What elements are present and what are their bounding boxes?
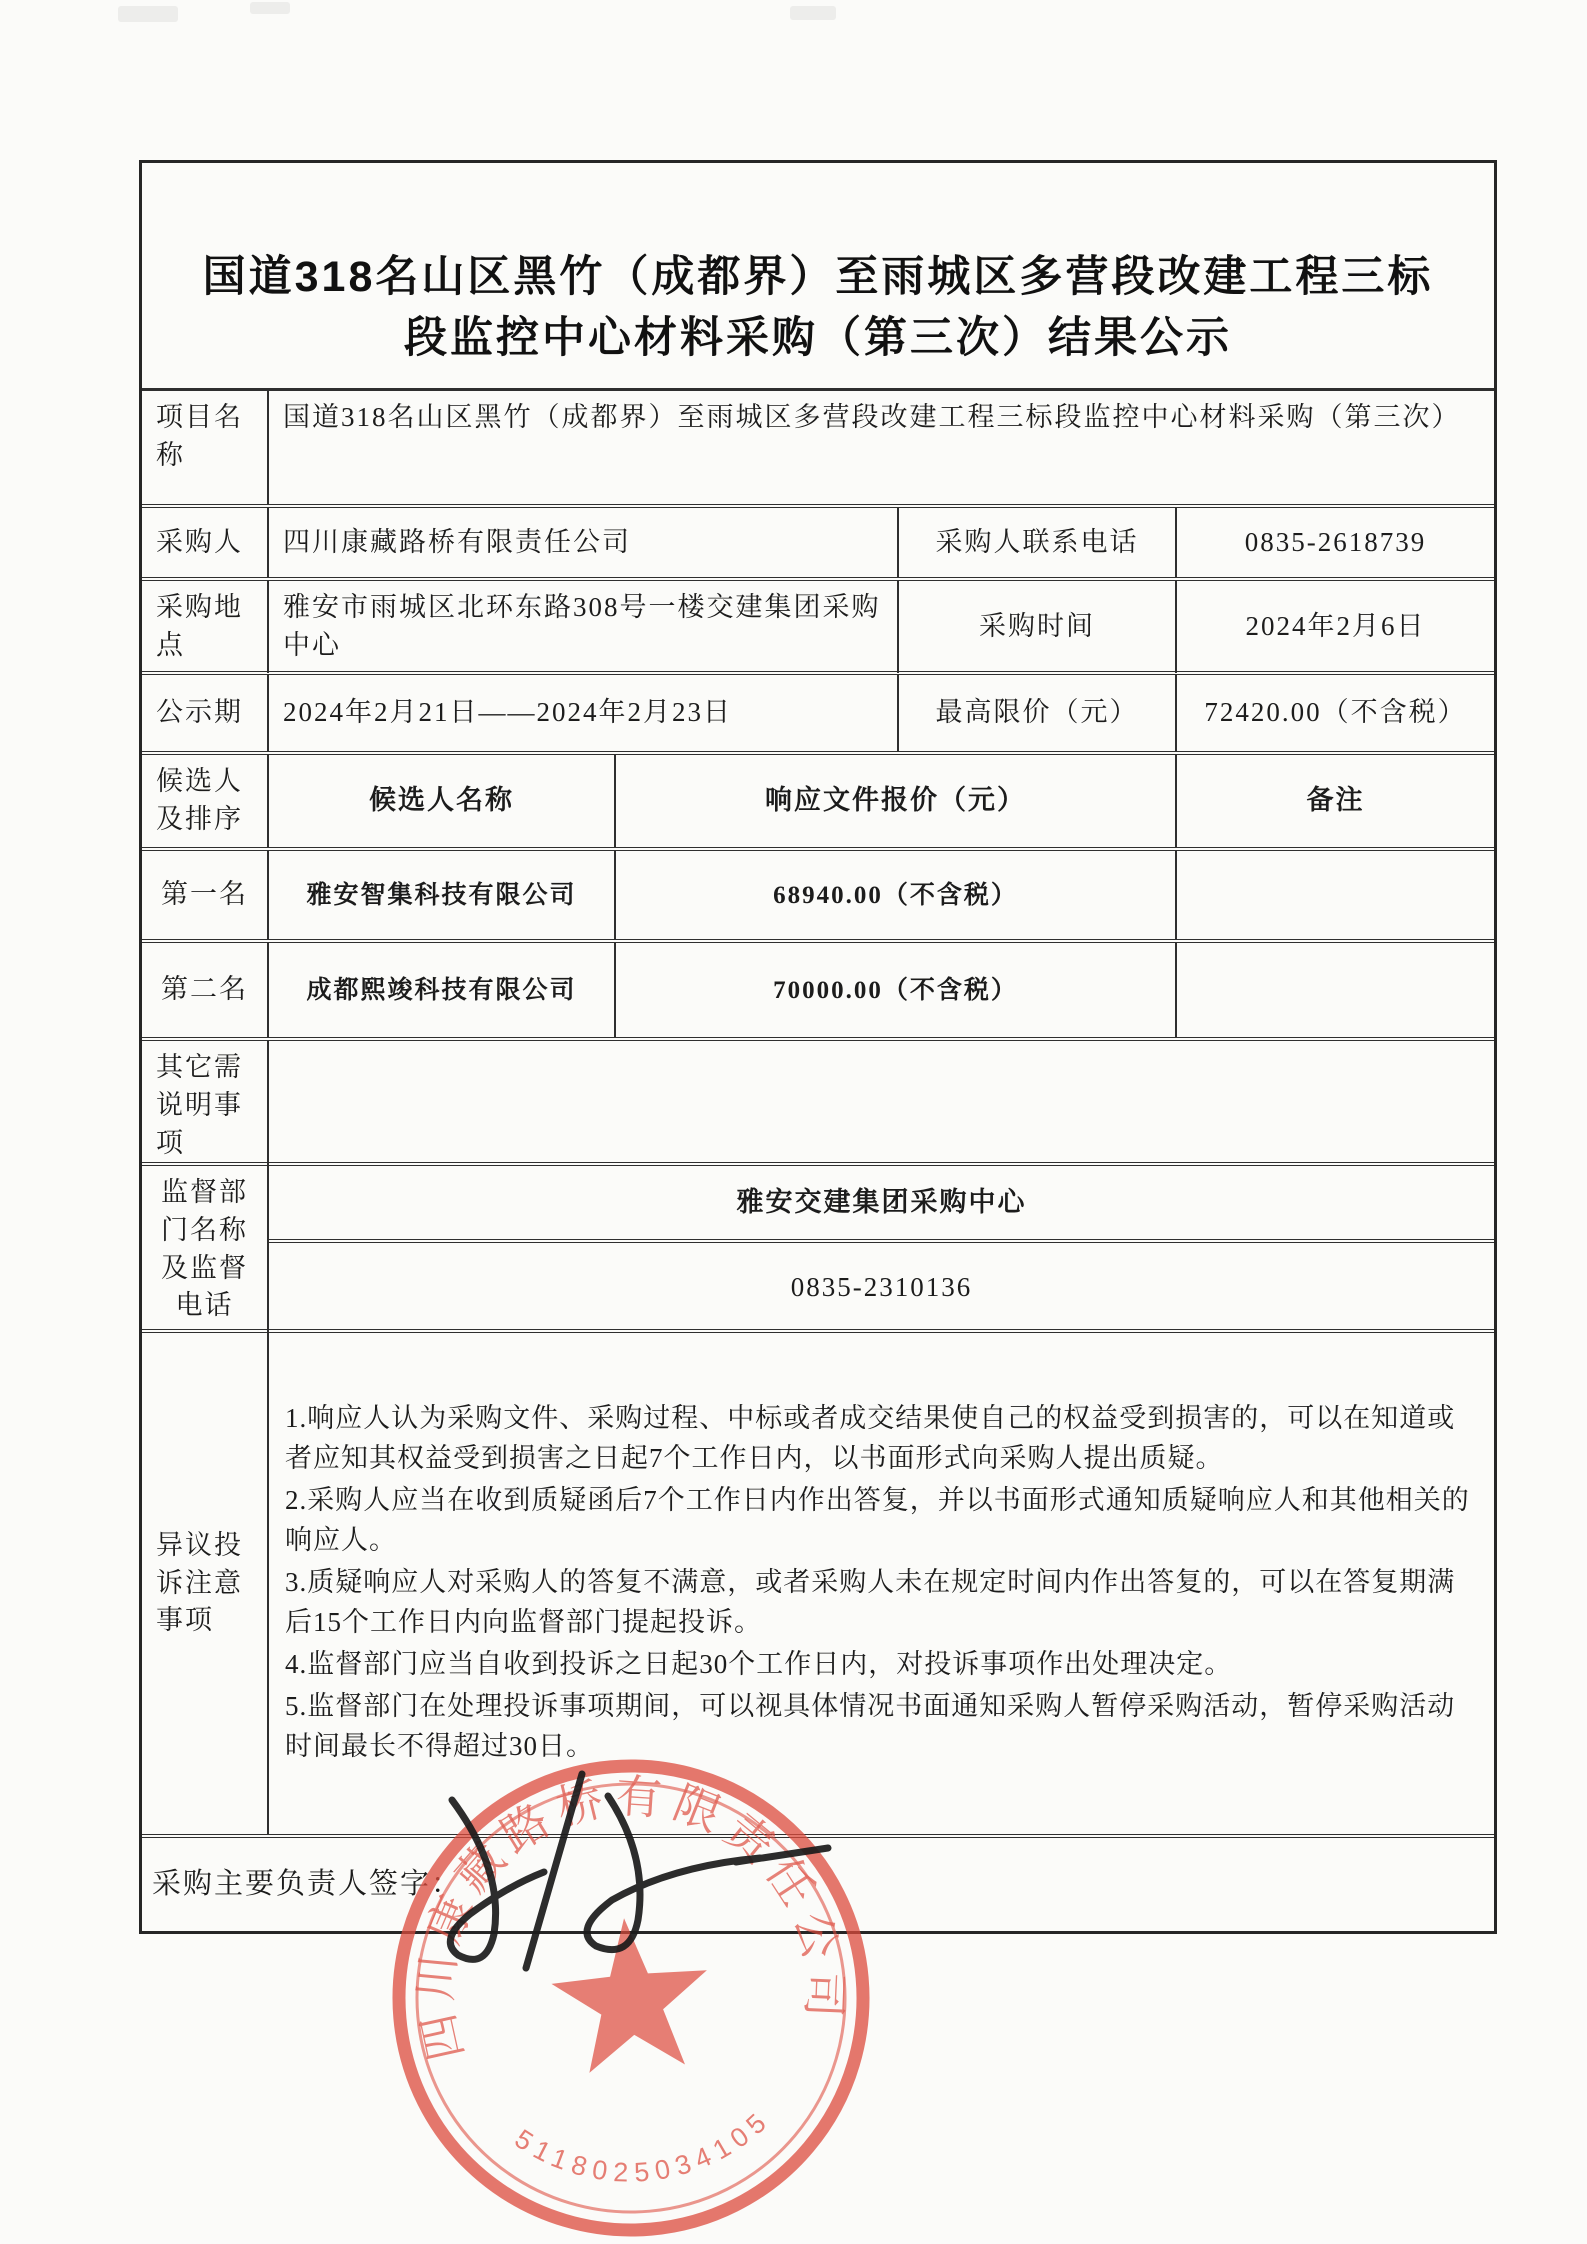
other-notes-row (142, 1041, 1494, 1166)
page-title: 国道318名山区黑竹（成都界）至雨城区多营段改建工程三标段监控中心材料采购（第三次）结果公示 (202, 253, 1434, 363)
seal-company-text: 四川康藏路桥有限责任公司 (409, 1770, 851, 2065)
candidates-header-row (142, 755, 1494, 851)
objection-label: 异议投诉注意事项 (142, 1333, 269, 1834)
supervision-name: 雅安交建集团采购中心 (269, 1166, 1494, 1243)
candidate-row-2 (142, 943, 1494, 1041)
candidate-row-1 (142, 851, 1494, 943)
purchase-time-value: 2024年2月6日 (1245, 610, 1426, 641)
purchase-time-label: 采购时间 (899, 581, 1177, 673)
signature-row (142, 1838, 1494, 1931)
publicity-period-label: 公示期 (142, 675, 269, 751)
purchaser-phone-value: 0835-2618739 (1244, 526, 1427, 557)
other-notes-value (269, 1041, 1494, 1170)
scan-noise-mark (118, 6, 178, 22)
publicity-period-value: 2024年2月21日——2024年2月23日 (269, 675, 899, 751)
objection-item-1: 1.响应人认为采购文件、采购过程、中标或者成交结果使自己的权益受到损害的，可以在知道或者应知其权益受到损害之日起7个工作日内，以书面形式向采购人提出质疑。 (285, 1403, 1456, 1473)
candidate-2-rank: 第二名 (142, 943, 269, 1037)
scan-noise-mark (790, 6, 836, 20)
purchaser-row (142, 508, 1494, 581)
scan-noise-mark (250, 2, 290, 14)
price-limit-label: 最高限价（元） (899, 675, 1177, 751)
supervision-phone: 0835-2310136 (790, 1272, 973, 1303)
candidate-2-name: 成都熙竣科技有限公司 (269, 943, 616, 1037)
candidate-1-rank: 第一名 (142, 851, 269, 939)
seal-serial-number: 5118025034105 (509, 2103, 777, 2188)
result-announcement-table (139, 160, 1497, 1934)
objection-item-3: 3.质疑响应人对采购人的答复不满意，或者采购人未在规定时间内作出答复的，可以在答复期满后15个工作日内向监督部门提起投诉。 (285, 1566, 1456, 1637)
candidate-1-name: 雅安智集科技有限公司 (269, 851, 616, 939)
objection-content (269, 1333, 1494, 1834)
purchaser-label: 采购人 (142, 508, 269, 577)
other-notes-label: 其它需说明事项 (142, 1041, 269, 1170)
candidates-note-header: 备注 (1306, 785, 1365, 816)
objection-item-4: 4.监督部门应当自收到投诉之日起30个工作日内，对投诉事项作出处理决定。 (285, 1648, 1233, 1679)
title-row (142, 163, 1494, 391)
seal-star-icon (546, 1912, 715, 2076)
candidates-rank-header: 候选人及排序 (142, 755, 269, 847)
price-limit-value: 72420.00（不含税） (1204, 697, 1467, 728)
objection-item-5: 5.监督部门在处理投诉事项期间，可以视具体情况书面通知采购人暂停采购活动，暂停采购活动时间最长不得超过30日。 (285, 1690, 1456, 1761)
supervision-row (142, 1166, 1494, 1333)
candidate-1-note (1177, 851, 1494, 939)
candidate-2-price: 70000.00（不含税） (616, 943, 1177, 1037)
project-name-value: 国道318名山区黑竹（成都界）至雨城区多营段改建工程三标段监控中心材料采购（第三次） (283, 402, 1461, 432)
candidate-2-note (1177, 943, 1494, 1037)
location-value: 雅安市雨城区北环东路308号一楼交建集团采购中心 (269, 581, 899, 673)
location-label: 采购地点 (142, 581, 269, 673)
candidates-price-header: 响应文件报价（元） (616, 755, 1177, 847)
supervision-values (269, 1166, 1494, 1333)
publicity-period-row (142, 675, 1494, 755)
signature-label: 采购主要负责人签字： (152, 1868, 463, 1901)
objection-row (142, 1333, 1494, 1838)
project-name-row (142, 391, 1494, 508)
candidate-1-price: 68940.00（不含税） (616, 851, 1177, 939)
candidates-name-header: 候选人名称 (269, 755, 616, 847)
objection-item-2: 2.采购人应当在收到质疑函后7个工作日内作出答复，并以书面形式通知质疑响应人和其他相关的响应人。 (285, 1484, 1470, 1555)
purchaser-value: 四川康藏路桥有限责任公司 (269, 508, 899, 577)
location-row (142, 581, 1494, 675)
project-name-label: 项目名称 (142, 391, 269, 504)
purchaser-phone-label: 采购人联系电话 (899, 508, 1177, 577)
supervision-label: 监督部门名称及监督电话 (142, 1166, 269, 1333)
svg-text:5118025034105 (507, 2102, 781, 2199)
